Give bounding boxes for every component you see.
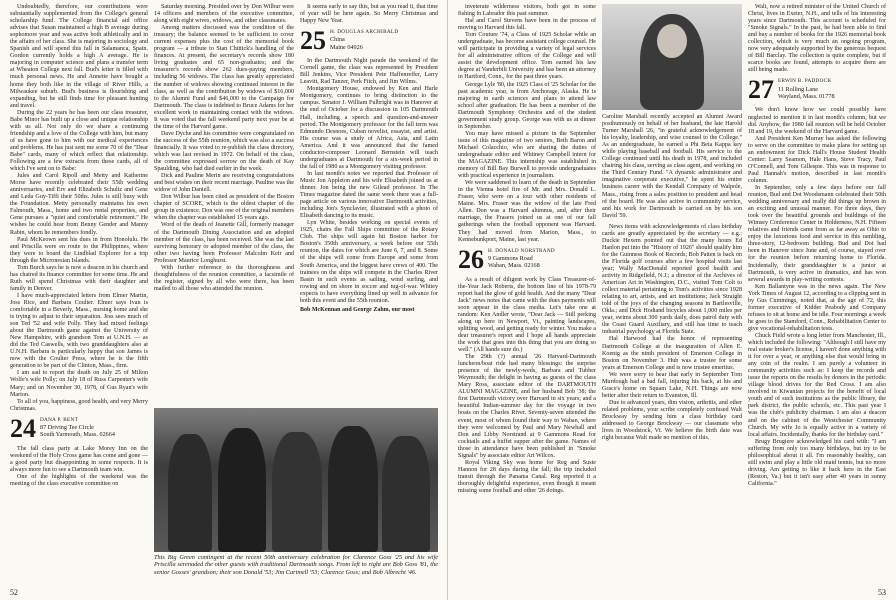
paragraph: Chuck Field wrote a long letter from Manchester, Ill., which included the following: "Although I still have my real estate broker's license, I haven't done anything with it for over a year, or anything else that would bring in any coin of the realm. I am purely a volunteer in community activities such as: I keep the records and issue the reports on the results by donors in the periodic village blood drives for the Red Cross. I am also involved in Kiwanian projects for the benefit of local youth and of such institutions as the public library, the park district, the public schools, etc. This past year I was the club's publicity chairman. I am also a deacon and on the cabinet of the Westchester Community Church. My wife Jo is equally active in a variety of local affairs. Incidentally, thanks for the birthday card."	[748, 332, 886, 438]
paragraph: In last month's notes we reported that Professor of Music Jon Appleton and his wife Elisabeth joined us at dinner. Jon being the new Gilead professor. In The Times magazine dated the same week there was a full-page article on various innovative Dartmouth activities, including Jon's Synclavier, illustrated with a photo of Elisabeth dancing to its music.	[300, 170, 438, 220]
paragraph: We don't know how we could possibly have neglected to mention it in last month's column, but we did. Anyhow, the 1980 fall reunion will be held October 18 and 19, the weekend of the Harvard game.	[748, 107, 886, 135]
right-page	[448, 0, 896, 600]
paragraph: Dick and Pauline Merin are receiving congratulations and best wishes on their recent marriage. Pauline was the widow of John Daniell.	[154, 173, 294, 194]
class-27-header	[748, 75, 886, 105]
paragraph: During the 22 years he has been our class treasurer, Babe Minor has built up a close and unique relationship with us all. Not only do we share a continuing friendship and a love of the College with him, but many of us have gone to him with our medical experiences and problems. He has just sent me some 70 of the "Dear Babe" cards, many of which reflect that relationship. Following are a few extracts from these cards, all of which I've sent on to Babe:	[10, 109, 148, 173]
paragraph: Tom Couture '74, a Class of 1925 Scholar while an undergraduate, has become assistant college counsel. He will participate in providing a variety of legal services for all administrative offices of the College and will assist the development office. Tom earned his law degree at Vanderbilt University and has been an attorney in Hartford, Conn., for the past three years.	[458, 32, 596, 81]
paragraph: Jules and Carol Ripoll and Metty and Katherine Morse have recently celebrated their 55th wedding anniversaries, and Erv and Elizabeth Schultz and Gene and Leda Guy-Tiffi their 50ths. Jules is still busy with the Foundation. Metty personally maintains his own Falmouth, Mass., home and two rental properties, and Gene pursues a "quiet and comfortable retirement." He wishes he could hear from Benny Gender and Manny Rabin, whom he remembers fondly.	[10, 173, 148, 236]
paragraph: News items with acknowledgements of class birthday cards are greatly appreciated by the secretary — e.g.: Duckie Hexem pointed out that the many hours Ed Hanlon put into the "History of 1926" should qualify him for the Guinness Book of Records; Bob Patten is back on the Florida golf courses after a few hospital visits last year; Wally MacDonald reported good health and activity in Ridgefield, N.J.; a director of the Archives of American Art in Washington, D.C., visited Tom Colt to collect material pertaining to Tom's activities since 1928 relating to art, artists, and art institutions; Jack Straight told of the joys of the changing seasons in Bartlesville, Okla.; and Dick Hodiand bicycles about 1,000 miles per year, swims about 300 yards daily, does patrol duty with the Coast Guard Auxiliary, and still has time to teach industrial psychology at Florida State.	[602, 223, 742, 336]
paragraph: The fall class party at Lake Morey Inn on the weekend of the Holy Cross game has come and gone — a good party but disappointing in some respects. It is always more fun to see a Dartmouth team win.	[10, 445, 148, 473]
paragraph: One of the highlights of the weekend was the meeting of the class executive committee on	[10, 473, 148, 487]
paragraph: Paul McKeown sent his dues in from Honolulu. He and Priscilla were en route to the Philippines, where they were to board the Lindblad Explorer for a trip through the Micronesian Islands.	[10, 236, 148, 264]
paragraph: With further reference to the thoroughness and thoughtfulness of the reunion committee, a facsimile of the register, signed by all who were there, has been mailed to all those who attended the reunion.	[154, 264, 294, 292]
class-25-header	[300, 26, 438, 56]
paragraph: Walt, now a retired minister of the United Church of Christ, lives in Exeter, N.H., and tells of his interesting years since Dartmouth. This account is scheduled for "Smoke Signals." In the past, he had been able to find and buy a number of books for the 1926 memorial book collection, which is very much an ongoing program, now very adequately supported by the generous bequest of Bill Barclay. The collection is quite complete, but if scarce books are found, attempts to acquire them are still being made.	[748, 4, 886, 74]
paragraph: And President Ken Murray has asked the following to serve on the committee to make plans for setting up an endowment for Dick Hall's House Student Health Center: Larry Seamon, Hale Hans, Steve Tracy, Paul O'Connell, and Tom Gillespie. This was in response to Paul Hannah's motion, described in last month's column.	[748, 135, 886, 184]
group-photo	[154, 408, 438, 552]
paragraph: Montgomery House, endowed by Ken and Harle Montgomery, continues to bring distinction to the campus. Senator J. William Fulbright was in Hanover at the end of October for a discussion in 105 Dartmouth Hall, including a speech and question-and-answer period. The Montgomery professor for the fall term was Edmundo Desnoes, Cuban novelist, essayist, and artist. His course was a study of Africa, Asia, and Latin America. And it was announced that the famed conductor-composer Leonard Bernstein will teach undergraduates at Dartmouth for a six-week period in the fall of 1980 as a Montgomery visiting professor.	[300, 86, 438, 170]
portrait-photo	[602, 4, 742, 110]
paragraph: You may have missed a picture in the September issue of this magazine of two seniors, Beth Baron and Michael Colacchio, who are sharing the duties of undergraduate editor and Whitney Campbell intern for the MAGAZINE. This internship was established in memory of Bill Bay Burwell to provide undergraduates with practical experience in journalism.	[458, 130, 596, 180]
paragraph: I am sad to report the death on July 25 of Milton Wolfe's wife Polly; on July 18 of Russ Carpenter's wife Mary; and on November 30, 1978, of Gus Ryan's wife Marion.	[10, 370, 148, 398]
class-address: H. DOUGLAS ARCHIBALD China Maine 04926	[330, 29, 399, 51]
paragraph: Ken Ballantyne was in the news again. The New York Times of August 12, according to a clipping sent in by Gus Cummings, noted that, at the age of 72, this former executive of Kidder Peabody and Company refuses to sit at home and be idle. Four mornings a week he goes to the Stamford, Conn., Rehabilitation Center to give vocational-rehabilitation tests.	[748, 283, 887, 332]
right-column-1	[458, 4, 596, 495]
class-address: H. DONALD NORSTRAND 9 Gammons Road Waban, Mass. 02168	[488, 247, 555, 269]
class-year: 26	[458, 244, 484, 274]
signature-line: Bob McKennan and George Zahm, our most	[300, 306, 415, 313]
paragraph: In September, only a few days before our fall reunion, Bud and Dot Woodsmann celebrated their 50th wedding anniversary and really did things up brown in an exciting and unusual manner. For three days, they took over the beautiful grounds and buildings of the Wimsey Conference Center in Holderness, N.H. Fifteen relatives and friends came from as far away as Ohio to enjoy the luxurious food and service in this rambling, three-story, 12-bedroom building. Bud and Dot had been in Hanover since June and, of course, stayed over for the reunion before returning home to Florida. Incidentally, their granddaughter is a junior at Dartmouth, is very active in dramatics, and has won several awards in play-writing contests.	[748, 184, 886, 283]
paragraph: Lyn White, besides working on special events of 1925, chairs the Fall Ships committee of the Rotary Club. The ships will again hit Boston harbor for Boston's 350th anniversary, a week before our 55th reunion, the dates for which are June 6, 7, and 8. Some of the ships will come from Europe and some from South America, and the biggest have crews of 400. The trainees on the ships will compete in the Charles River Basin in such events as sailing, wind surfing, and rowing and on shore in soccer and tug-of-war. Whitey expects to have everything lined up well in advance for both this event and the 55th reunion.	[300, 220, 438, 304]
paragraph: inveterate wilderness visitors, both got in some fishing in Labrador this past summer.	[458, 4, 596, 18]
class-year: 25	[300, 26, 326, 56]
paragraph: Due to advanced years, dim vision, arthritis, and other related problems, your scribe completely confused Walt Brockway by sending him a class birthday card addressed to George Brockway — our classmate who lives in Woodstock, Vt. We believe the birth date was right because Walt made no mention of this.	[602, 399, 742, 442]
class-year: 27	[748, 75, 774, 105]
paragraph: Tom Burch says he is now a deacon in his church and has chaired its finance committee for some time. He and Ruth will spend Christmas with their daughter and family in Denver.	[10, 264, 148, 292]
paragraph: Royal Viking Sky was home for Reg and Susie Hannon for 28 days during the fall; the trip included transit through the Panama Canal. Reg reported it a thoroughly delightful experience, even though it meant missing some football and other '26 doings.	[458, 459, 596, 494]
paragraph: George Lyle '80, the 1925 Class of '25 Scholar for the past academic year, is from Anchorage, Alaska. He is majoring in earth sciences and plans to attend law school after graduation. He has been a member of the Dartmouth Symphony Orchestra and of the student government study group. George was with us at dinner in September.	[458, 81, 596, 130]
paragraph: Hal Harwood had the honor of representing Dartmouth College at the inauguration of Allen E. Koenig as the ninth president of Emerson College in Boston on November 3. Hub was a trustee for some years at Emerson College and is now trustee emeritus.	[602, 336, 742, 371]
class-26-header	[458, 244, 596, 274]
paragraph: We were sorry to hear that early in September Tom Murdough had a bad fall, injuring his back, at his and Grace's home on Squam Lake, N.H. Things are now better after their return to Evanston, Ill.	[602, 371, 742, 399]
paragraph: In the Dartmouth Night parade the weekend of the Cornell game, the class was represented by President Bill Jenkins, Vice President Pete Haffenreffer, Larry Leavitt, Rad Tanzer, Perk Fitch, and Jim Wilms.	[300, 58, 438, 86]
right-column-3	[748, 4, 886, 488]
left-column-2	[154, 4, 294, 293]
right-column-2	[602, 4, 742, 442]
paragraph: Hal and Carol Stevens have been in the process of moving to Harvard this fall.	[458, 18, 596, 32]
left-column-3	[300, 4, 438, 314]
paragraph: Don Wilbur has been cited as president of the Boston chapter of SCORE, which is the oldest chapter of the group in existence. Don was one of the original members when the chapter was established 15 years ago.	[154, 194, 294, 222]
class-24-header	[10, 413, 148, 443]
class-address: ERWIN B. PADDOCK 11 Rolling Lane Wayland, Mass. 01778	[778, 78, 835, 100]
class-year: 24	[10, 413, 36, 443]
page-number: 53	[878, 588, 886, 597]
paragraph: Undoubtedly, therefore, our contributions were substantially supplemented from the College's general scholarship fund. The College financial aid office advises that Susan maintained a high B average during sophomore year and was active both athletically and in the affairs of her class. She is majoring in sociology and Spanish and will spend this fall in Salamanca, Spain. Gordon currently holds a high A average. He is majoring in computer science and plans a transfer term at Wheaton College next fall. Bud's letter is filled with much personal news. He and Annette have bought a home they both like in the village of River Hills, a Milwaukee suburb. Bud's business is flourishing and expanding, but he still finds time for pleasant hunting and travel.	[10, 4, 148, 109]
paragraph: Saturday morning. Presided over by Don Wilbur were 14 officers and members of the executive committee, along with eight wives, widows, and other classmates.	[154, 4, 294, 25]
paragraph: To all of you, happiness, good health, and very Merry Christmas.	[10, 398, 148, 412]
paragraph: It seems early to say this, but as you read it, that time of year will be here again. So Merry Christmas and Happy New Year.	[300, 4, 438, 25]
paragraph: Among matters discussed was the condition of the treasury; the balance seemed to be sufficient to cover current expenses plus the cost of the memorial book program — a tribute to Stan Chittick's handling of the finances. At present, the secretary's records show 180 living graduates and 65 non-graduates; and the treasurer's records show 262 dues-paying members, including 56 widows. The class has greatly appreciated the number of widows showing continued interest in the class, as well as the contribution by widows of $16,000 to the Alumni Fund and $46,000 to the Campaign for Dartmouth. The class is indebted to Bruce Adams for her excellent work in maintaining contact with the widows. It was voted that the fall weekend party next year be at the time of the Harvard game.	[154, 25, 294, 130]
class-address: DANA P. BENT 87 Driving Tee Circle South Yarmouth, Mass. 02664	[40, 416, 115, 439]
paragraph: As a result of diligent work by Class Treasurer-of-the-Year Jack Roberts, the bottom line of his 1978-79 report had the glow of gold health. And the many "Dear Jack" news notes that came with the dues payments will soon appear in the class media. Let's take one at random: Ken Andler wrote, "Dear Jack — Still perking along up here in Newport, Vt., painting landscapes, splitting wood, and getting ready for winter. You make a dear treasurer's report and I hope all hands appreciate the work that goes into this thing that you are doing so well." (All hands sure do.)	[458, 276, 596, 354]
portrait-caption: Caroline Marshall recently accepted an Alumni Award posthumously on behalf of her husband, the late Harold Turner Marshall '26, "in grateful acknowledgement of his loyalty, leadership, and wise counsel to the College." As an undergraduate, he earned a Phi Beta Kappa key while playing baseball and football. His service to the College continued until his death in 1978, and included chairing his class, serving as class agent, and working on the Third Century Fund. "A dynamic administrator and imaginative corporate executive," he spent his entire business career with the Kendall Company of Walpole, Mass., rising from a sales position to president and head of the board. He was also active in community service, and his work for Dartmouth is carried on by his son David '59.	[602, 114, 742, 219]
paragraph: Word of the death of Jeanette Gill, formerly manager of the Dartmouth Dining Association and an adopted member of the class, has been received. She was the last surviving honorary or adopted member of the class, the other two having been Professor Malcolm Keir and Professor Maurice Longhurst.	[154, 222, 294, 264]
photo-caption: This Big Green contingent at the recent 50th anniversary celebration for Clarence Goss '25 and his wife Priscilla serenaded the other guests with traditional Dartmouth songs. From left to right are Bob Goss '81, the senior Gosses' grandson; their son Donald '53; Jim Cartmell '53; Clarence Goss; and Bob Albrecht '46.	[154, 554, 438, 576]
left-column-1	[10, 4, 148, 488]
page-number: 52	[10, 588, 18, 597]
paragraph: The 29th (?) annual '26 Harvard-Dartmouth luncheon/boat ride had many blessings: the surprise presence of the newly-weds, Barbara and Tubber Weymouth; the delight in having as guests of the class Mary Ross, associate editor of the DARTMOUTH ALUMNI MAGAZINE, and her husband Bob '38; the first Dartmouth victory over Harvard in six years; and a beautiful Indian-summer day for the voyage in two boats on the Charles River. Seventy-seven attended the event, most of whom found their way to Waban, where they were welcomed by Paul and Mary Newhall and Don and Libby Norstrand at 9 Gammons Road for cocktails and a buffet supper after the game. Names of those in attendance have been published in "Smoke Signals" by associate editor Art Wilcox.	[458, 354, 596, 459]
paragraph: We were saddened to learn of the death in September in the Vienna hotel fire of Mr. and Mrs. Donald L. Fraser, who were on a tour with other residents of Maine. Mrs. Fraser was the widow of the late Fred Allen. Don was a Harvard alumnus, and, after their marriage, the Frasers joined us at one of our fall gatherings when the football opponent was Harvard. They had moved from Marion, Mass., to Kennebunkport, Maine, last year.	[458, 180, 596, 243]
paragraph: Dave Dyche and his committee were congratulated on the success of the 55th reunion, which was also a success financially. It was voted to re-publish the class directory, which was last revised in 1972. On behalf of the class, the committee expressed sorrow on the death of Kay Spaulding, who had died earlier in the week.	[154, 130, 294, 173]
paragraph: I have much-appreciated letters from Elmer Martin, Joss Rice, and Barbara Coulter. Elmer says Ivan is comfortable in a Beverly, Mass., nursing home and she is trying to adjust to their separation. Jess sees much of son Ted '52 and wife Polly. They had mixed feelings about the Dartmouth game against the University of New Hampshire, with grandson Tom at U.N.H. — as did the Ted Caswells, with two granddaughters also at U.N.H. Barbara is particularly happy that son James is now with the Coulter Press, where he is the fifth generation to be part of the Clinton, Mass., firm.	[10, 292, 148, 370]
paragraph: Brugy Brugiere acknowledged his card with: "I am suffering from only too many birthdays, but try to be philosophical about it all. I'm reasonably healthy, can still swim and play a little old maid tennis, but no more driving. Am getting to like it back here in the East (Reston, Va.) but it isn't easy after 40 years in sunny California."	[748, 438, 886, 487]
